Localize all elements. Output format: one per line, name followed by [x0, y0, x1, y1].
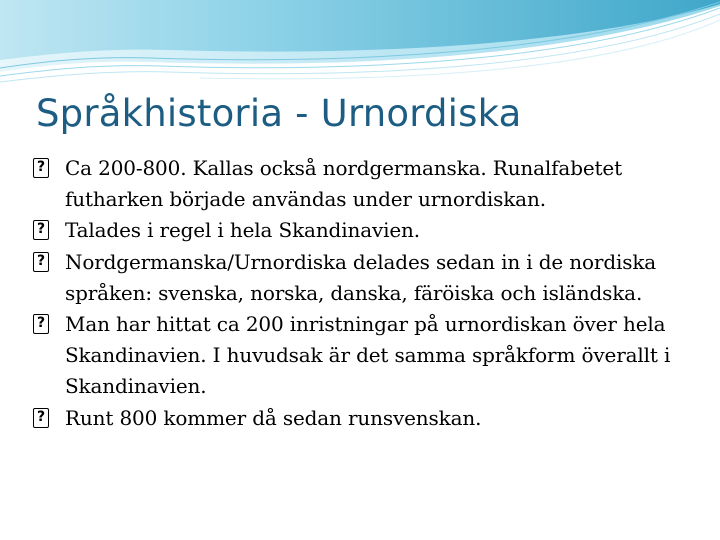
- header-wave-decoration: [0, 0, 720, 90]
- bullet-item: [32, 215, 696, 246]
- bullet-text: Talades i regel i hela Skandinavien.: [65, 218, 420, 243]
- missing-glyph-icon: ?: [33, 408, 49, 428]
- bullet-text: Nordgermanska/Urnordiska delades sedan in i de nordiska språken: svenska, norska, danska, färöiska och isländska.: [65, 249, 657, 305]
- bullet-item: [32, 247, 696, 309]
- bullet-list: [32, 153, 696, 434]
- slide-title: Språkhistoria - Urnordiska: [36, 92, 522, 135]
- missing-glyph-icon: ?: [33, 158, 49, 178]
- bullet-item: [32, 153, 696, 215]
- missing-glyph-icon: ?: [33, 220, 49, 240]
- bullet-item: [32, 309, 696, 403]
- bullet-text: Ca 200-800. Kallas också nordgermanska. Runalfabetet futharken började användas under urnordiskan.: [65, 156, 623, 212]
- missing-glyph-icon: ?: [33, 314, 49, 334]
- bullet-text: Runt 800 kommer då sedan runsvenskan.: [65, 405, 482, 430]
- missing-glyph-icon: ?: [33, 252, 49, 272]
- bullet-item: [32, 403, 696, 434]
- bullet-text: Man har hittat ca 200 inristningar på urnordiskan över hela Skandinavien. I huvudsak är det samma språkform överallt i Skandinavien.: [65, 312, 671, 399]
